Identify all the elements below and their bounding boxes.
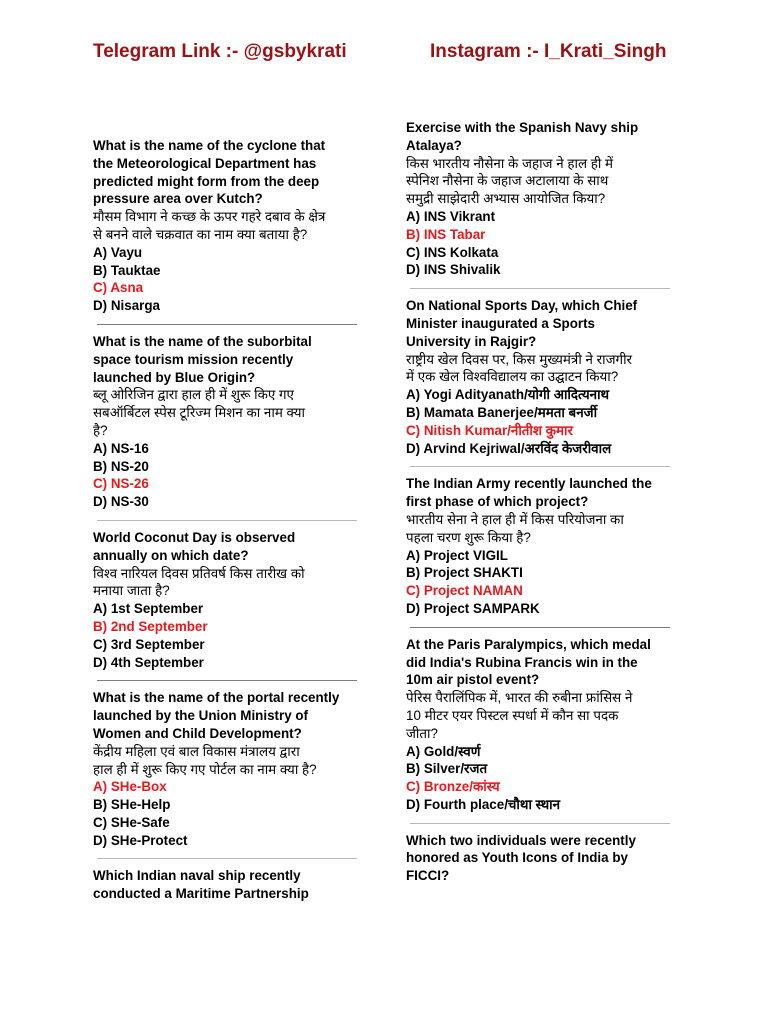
divider [410, 823, 670, 824]
question-text: World Coconut Day is observed [93, 529, 296, 545]
question-text: Minister inaugurated a Sports [406, 315, 595, 331]
question-wcd-portal [93, 689, 361, 849]
option-c-correct-answer: C) Asna [93, 280, 144, 296]
question-blue-origin [93, 333, 361, 511]
option-b: B) Mamata Banerjee/ममता बनर्जी [406, 404, 598, 420]
question-text: Exercise with the Spanish Navy ship [406, 120, 639, 135]
question-text: space tourism mission recently [93, 351, 294, 367]
option-d: D) INS Shivalik [406, 262, 501, 278]
question-text-hindi: जीता? [406, 725, 438, 741]
option-b: B) Tauktae [93, 262, 161, 278]
question-text: Atalaya? [406, 137, 462, 153]
question-text: The Indian Army recently launched the [406, 476, 652, 492]
question-text: launched by Blue Origin? [93, 369, 256, 385]
question-youth-icons [406, 832, 674, 885]
question-text-hindi: समुद्री साझेदारी अभ्यास आयोजित किया? [406, 191, 606, 207]
question-coconut-day [93, 529, 361, 671]
question-text-hindi: ब्लू ओरिजिन द्वारा हाल ही में शुरू किए गए [93, 387, 294, 403]
question-text-hindi: से बनने वाले चक्रवात का नाम क्या बताया है? [93, 226, 308, 242]
question-text: University in Rajgir? [406, 333, 537, 349]
option-c-correct-answer: C) Bronze/कांस्य [406, 779, 500, 795]
right-column [406, 119, 674, 885]
left-column [93, 137, 361, 903]
question-army-project [406, 475, 674, 617]
option-b: B) NS-20 [93, 458, 149, 474]
question-text: conducted a Maritime Partnership [93, 886, 309, 902]
question-text-hindi: विश्व नारियल दिवस प्रतिवर्ष किस तारीख को [93, 565, 305, 581]
option-d: D) Fourth place/चौथा स्थान [406, 796, 561, 812]
question-text: pressure area over Kutch? [93, 191, 263, 207]
option-d: D) Nisarga [93, 298, 160, 314]
page-header [0, 41, 768, 69]
question-text-hindi: मनाया जाता है? [93, 583, 170, 599]
question-text-hindi: है? [93, 422, 108, 438]
option-a: A) Yogi Adityanath/योगी आदित्यनाथ [406, 387, 610, 403]
question-text: annually on which date? [93, 547, 249, 563]
option-c: C) 3rd September [93, 636, 205, 652]
question-paralympics [406, 636, 674, 814]
option-a: A) INS Vikrant [406, 208, 496, 224]
option-c: C) INS Kolkata [406, 244, 499, 260]
question-text-hindi: भारतीय सेना ने हाल ही में किस परियोजना का [406, 511, 624, 527]
option-d: D) SHe-Protect [93, 832, 188, 848]
question-naval-ship-continued [406, 119, 674, 279]
question-text: did India's Rubina Francis win in the [406, 654, 638, 670]
question-text-hindi: स्पेनिश नौसेना के जहाज अटालाया के साथ [406, 173, 609, 189]
question-text: Which two individuals were recently [406, 832, 636, 848]
question-sports-university [406, 297, 674, 457]
option-a: A) NS-16 [93, 440, 149, 456]
option-c-correct-answer: C) Nitish Kumar/नीतीश कुमार [406, 422, 573, 438]
question-text-hindi: मौसम विभाग ने कच्छ के ऊपर गहरे दबाव के क्षेत्र [93, 209, 326, 225]
question-text: launched by the Union Ministry of [93, 708, 309, 724]
option-b: B) Silver/रजत [406, 761, 488, 777]
option-c-correct-answer: C) NS-26 [93, 476, 149, 492]
question-text-hindi: राष्ट्रीय खेल दिवस पर, किस मुख्यमंत्री ने राजगीर [406, 351, 633, 367]
option-a: A) Project VIGIL [406, 547, 508, 563]
option-c-correct-answer: C) Project NAMAN [406, 583, 523, 599]
question-text: 10m air pistol event? [406, 672, 540, 688]
question-text: On National Sports Day, which Chief [406, 298, 638, 314]
option-b: B) Project SHAKTI [406, 565, 523, 581]
option-b-correct-answer: B) 2nd September [93, 618, 208, 634]
question-text: first phase of which project? [406, 494, 589, 510]
question-text: Which Indian naval ship recently [93, 868, 301, 884]
question-text: FICCI? [406, 868, 450, 884]
question-text: At the Paris Paralympics, which medal [406, 636, 651, 652]
option-d: D) NS-30 [93, 494, 149, 510]
question-text-hindi: 10 मीटर एयर पिस्टल स्पर्धा में कौन सा पदक [406, 707, 619, 723]
question-text-hindi: हाल ही में शुरू किए गए पोर्टल का नाम क्या है? [93, 761, 317, 777]
divider [97, 520, 357, 521]
option-a: A) 1st September [93, 601, 204, 617]
question-text: What is the name of the cyclone that [93, 138, 326, 153]
question-naval-ship [93, 867, 361, 903]
question-text-hindi: में एक खेल विश्वविद्यालय का उद्घाटन किया? [406, 369, 619, 385]
question-text: the Meteorological Department has [93, 155, 317, 171]
question-text-hindi: किस भारतीय नौसेना के जहाज ने हाल ही में [406, 155, 614, 171]
divider [410, 466, 670, 467]
option-a: A) Vayu [93, 244, 143, 260]
question-text-hindi: केंद्रीय महिला एवं बाल विकास मंत्रालय द्वारा [93, 743, 300, 759]
question-text-hindi: पहला चरण शुरू किया है? [406, 529, 531, 545]
divider [97, 324, 357, 325]
instagram-handle-text: Instagram :- I_Krati_Singh [430, 41, 667, 62]
option-d: D) 4th September [93, 654, 204, 670]
option-c: C) SHe-Safe [93, 814, 170, 830]
question-text: honored as Youth Icons of India by [406, 850, 628, 866]
option-b: B) SHe-Help [93, 797, 171, 813]
option-d: D) Project SAMPARK [406, 600, 540, 616]
question-text: Women and Child Development? [93, 725, 302, 741]
divider [97, 680, 357, 681]
question-cyclone [93, 137, 361, 315]
option-a: A) Gold/स्वर्ण [406, 743, 481, 759]
question-text-hindi: सबऑर्बिटल स्पेस टूरिज्म मिशन का नाम क्या [93, 405, 305, 421]
question-text: What is the name of the suborbital [93, 333, 312, 349]
question-text: predicted might form from the deep [93, 173, 320, 189]
option-d: D) Arvind Kejriwal/अरविंद केजरीवाल [406, 440, 612, 456]
option-b-correct-answer: B) INS Tabar [406, 226, 486, 242]
question-text-hindi: पेरिस पैरालिंपिक में, भारत की रुबीना फ्रांसिस ने [406, 690, 633, 706]
telegram-link-text: Telegram Link :- @gsbykrati [93, 41, 347, 62]
question-text: What is the name of the portal recently [93, 690, 340, 706]
option-a-correct-answer: A) SHe-Box [93, 779, 167, 795]
divider [97, 858, 357, 859]
divider [410, 288, 670, 289]
divider [410, 627, 670, 628]
